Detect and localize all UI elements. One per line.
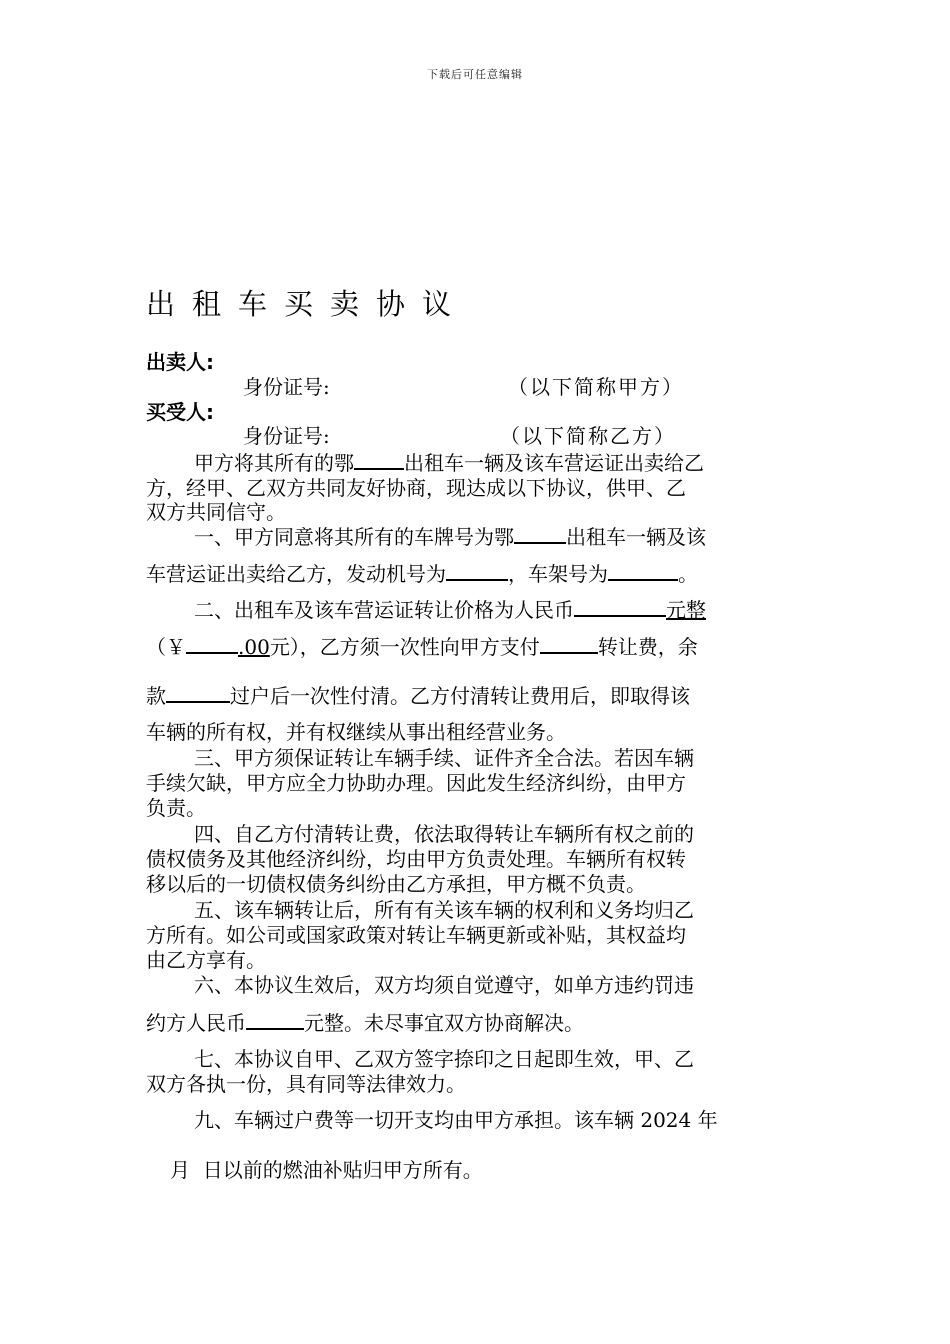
penalty-blank (246, 1010, 304, 1030)
transfer-fee-blank (540, 634, 598, 654)
engine-number-blank (446, 561, 508, 581)
clause-text: 元整。未尽事宜双方协商解决。 (304, 1011, 584, 1035)
clause-text: 。 (678, 562, 698, 586)
buyer-alias: （以下简称乙方） (500, 424, 676, 448)
clause4-line-3: 移以后的一切债权债务纠纷由乙方承担，甲方概不负责。 (146, 872, 646, 896)
document-title: 出租车买卖协议 (146, 287, 469, 321)
clause3-line-3: 负责。 (146, 796, 206, 820)
clause-text: 款 (146, 684, 166, 708)
clause-text: 出租车一辆及该 (566, 525, 706, 549)
clause-text: 约方人民币 (146, 1011, 246, 1035)
clause5-line-3: 由乙方享有。 (146, 948, 266, 972)
clause4-line-2: 债权债务及其他经济纠纷，均由甲方负责处理。车辆所有权转 (146, 847, 686, 871)
preamble-text: 出租车一辆及该车营运证出卖给乙 (404, 451, 704, 475)
page-header-note: 下载后可任意编辑 (427, 68, 523, 81)
clause1-line-1 (194, 524, 706, 550)
price-unit-text: 元整 (666, 598, 706, 622)
clause5-line-2: 方所有。如公司或国家政策对转让车辆更新或补贴，其权益均 (146, 923, 686, 947)
clause9-line-1: 九、车辆过户费等一切开支均由甲方承担。该车辆 2024 年 (194, 1108, 718, 1132)
clause7-line-1: 七、本协议自甲、乙双方签字捺印之日起即生效，甲、乙 (194, 1047, 694, 1071)
clause-text: 元），乙方须一次性向甲方支付 (269, 635, 540, 659)
clause6-line-2 (146, 1010, 584, 1036)
plate-number-blank (514, 524, 566, 544)
clause-text: 转让费，余 (597, 635, 698, 659)
clause-text: （￥ (146, 635, 186, 659)
price-blank (574, 597, 666, 617)
clause9-line-2: 月 日以前的燃油补贴归甲方所有。 (170, 1158, 483, 1182)
clause-text: 车营运证出卖给乙方，发动机号为 (146, 562, 446, 586)
clause3-line-1: 三、甲方须保证转让车辆手续、证件齐全合法。若因车辆 (194, 746, 694, 770)
clause-text: 一、甲方同意将其所有的车牌号为鄂 (194, 525, 514, 549)
clause2-line-1 (194, 597, 706, 623)
seller-label: 出卖人: (146, 350, 214, 374)
clause-text: 二、出租车及该车营运证转让价格为人民币 (194, 598, 574, 622)
plate-blank (354, 450, 404, 470)
clause1-line-2 (146, 561, 698, 587)
seller-id-label: 身份证号: (243, 375, 330, 399)
clause7-line-2: 双方各执一份，具有同等法律效力。 (146, 1072, 466, 1096)
clause-text: ，车架号为 (508, 562, 608, 586)
clause6-line-1: 六、本协议生效后，双方均须自觉遵守，如单方违约罚违 (194, 973, 694, 997)
amount-decimal: .00 (238, 635, 270, 659)
clause-text: 过户后一次性付清。乙方付清转让费用后，即取得该 (230, 684, 690, 708)
preamble-line-3: 双方共同信守。 (146, 500, 286, 524)
clause2-line-4: 车辆的所有权，并有权继续从事出租经营业务。 (146, 720, 566, 744)
frame-number-blank (608, 561, 678, 581)
amount-blank (186, 634, 238, 654)
clause5-line-1: 五、该车辆转让后，所有有关该车辆的权利和义务均归乙 (194, 898, 694, 922)
seller-alias: （以下简称甲方） (508, 375, 684, 399)
balance-blank (166, 683, 230, 703)
clause4-line-1: 四、自乙方付清转让费，依法取得转让车辆所有权之前的 (194, 822, 694, 846)
preamble-line-1 (194, 450, 704, 476)
preamble-line-2: 方，经甲、乙双方共同友好协商，现达成以下协议，供甲、乙 (146, 476, 686, 500)
clause2-line-3 (146, 683, 690, 709)
buyer-label: 买受人: (146, 400, 214, 424)
buyer-id-label: 身份证号: (243, 424, 330, 448)
clause2-line-2 (146, 634, 698, 660)
preamble-text: 甲方将其所有的鄂 (194, 451, 354, 475)
clause3-line-2: 手续欠缺，甲方应全力协助办理。因此发生经济纠纷，由甲方 (146, 771, 686, 795)
